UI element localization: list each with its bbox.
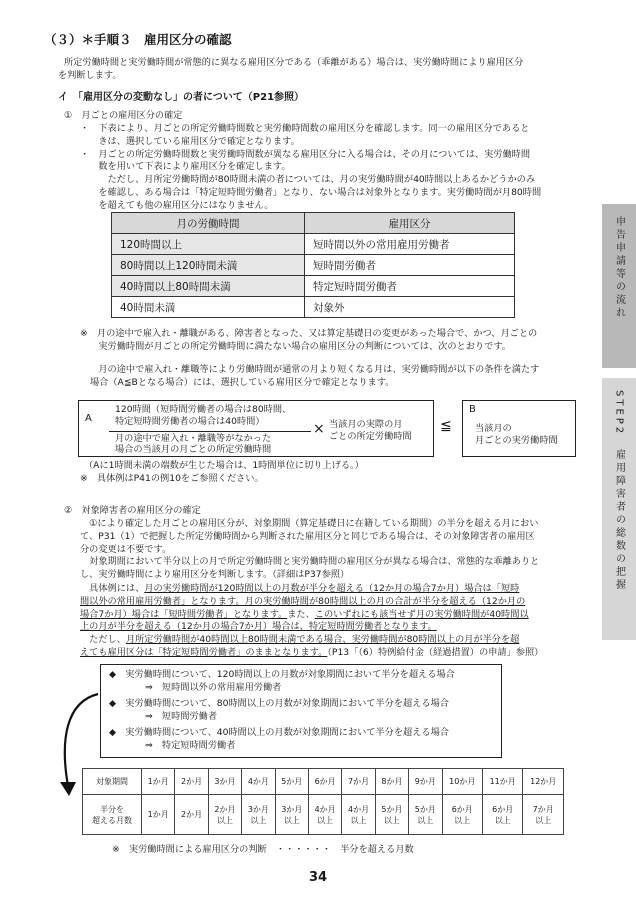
callout-result: ⇒ 短時間労働者 bbox=[145, 710, 218, 722]
months-half-cell bbox=[175, 795, 208, 835]
example-segment: 具体例には、 bbox=[80, 583, 145, 594]
months-half-text: 以上 bbox=[535, 815, 552, 825]
times-sign: × bbox=[313, 421, 325, 437]
note2-line: 月の途中で雇入れ・離職等により労働時間が通常の月より短くなる月は、実労働時間が以下の条件を満たす bbox=[80, 364, 540, 375]
months-half-text: 7か月 bbox=[532, 804, 554, 814]
bullet-line: ・ 月ごとの所定労働時間数と実労働時間数が異なる雇用区分に入る場合は、その月については、実労働時間 bbox=[80, 148, 531, 160]
example-segment: （P13「（6）特例給付金（経過措置）の申請」参照） bbox=[327, 646, 544, 658]
callout-item bbox=[109, 669, 455, 695]
months-half-text: 3か月 bbox=[247, 804, 269, 814]
item2-heading: ② 対象障害者の雇用区分の確定 bbox=[64, 505, 201, 516]
months-half-text: 2か月 bbox=[181, 810, 203, 819]
example-paragraph bbox=[80, 583, 543, 660]
months-row-label: 対象期間 bbox=[83, 769, 142, 795]
footnote: ※ 実労働時間による雇用区分の判断 ・・・・・・ 半分を超える月数 bbox=[112, 844, 414, 855]
item1-heading: ① 月ごとの雇用区分の確定 bbox=[64, 110, 183, 121]
months-table bbox=[82, 768, 564, 835]
example-segment: 上の月が半分を超える（12か月の場合7か月）場合は、特定短時間労働者となります。 bbox=[80, 621, 437, 633]
months-half-text: 以上 bbox=[216, 815, 233, 825]
note2-line: 場合（A≦Bとなる場合）には、選択している雇用区分で確定となります。 bbox=[90, 376, 395, 388]
example-line bbox=[80, 583, 543, 596]
fraction-bar bbox=[109, 431, 311, 432]
formula-note-1: （Aに1時間未満の端数が生じた場合は、1時間単位に切り上げる。） bbox=[84, 460, 364, 471]
side-tab-flow-label: 申告申請等の流れ bbox=[613, 216, 625, 320]
bullet-line: 数を用いて下表により雇用区分を確定します。 bbox=[80, 161, 291, 173]
table-cell-class: 短時間以外の常用雇用労働者 bbox=[305, 234, 515, 255]
formula-box-a bbox=[78, 400, 434, 457]
bullet-line: を確認し、ある場合は「特定短時間労働者」となり、ない場合は対象外となります。実労働時間が月80時間 bbox=[80, 186, 542, 198]
table-cell-class: 短時間労働者 bbox=[305, 255, 515, 276]
months-half-cell bbox=[308, 795, 341, 835]
months-half-text: 以上 bbox=[317, 815, 334, 825]
table-cell-hours: 40時間以上80時間未満 bbox=[112, 276, 305, 297]
leq-sign: ≦ bbox=[440, 418, 452, 434]
bullet-line: ただし、月所定労働時間が80時間未満の者については、月の実労働時間が40時間以上あるかどうかのみ bbox=[80, 174, 536, 186]
months-half-text: 5か月 bbox=[381, 804, 403, 814]
table-row bbox=[112, 276, 515, 297]
months-half-text: 以上 bbox=[454, 815, 471, 825]
formula-a-label: A bbox=[85, 413, 92, 424]
diamond-icon: ◆ bbox=[109, 727, 117, 738]
note1-line: ※ 月の途中で雇入れ・離職がある、障害者となった、又は算定基礎日の変更があった場合で、かつ、月ごとの bbox=[80, 328, 538, 339]
side-tab-step2-label: STEP2 雇用障害者の総数の把握 bbox=[613, 390, 625, 593]
example-line bbox=[80, 634, 543, 647]
example-line bbox=[80, 647, 543, 660]
months-period-cell: 6か月 bbox=[308, 769, 341, 795]
months-period-cell: 4か月 bbox=[242, 769, 275, 795]
page-title: （３）＊手順３ 雇用区分の確認 bbox=[44, 32, 232, 47]
note1-line: 実労働時間が月ごとの所定労働時間に満たない場合の雇用区分の判断については、次のとおりです。 bbox=[80, 340, 511, 352]
example-line bbox=[80, 621, 543, 634]
table-cell-hours: 80時間以上120時間未満 bbox=[112, 255, 305, 276]
months-half-text: 以上 bbox=[250, 815, 267, 825]
bullet-line: を超えても他の雇用区分にはなりません。 bbox=[80, 199, 274, 211]
item2-body bbox=[80, 518, 539, 582]
item2-line: ①により確定した月ごとの雇用区分が、対象期間（算定基礎日に在籍している期間）の半分を超える月におい bbox=[80, 518, 539, 529]
months-half-text: 6か月 bbox=[451, 804, 473, 814]
months-half-text: 2か月 bbox=[214, 804, 236, 814]
months-period-cell: 1か月 bbox=[142, 769, 175, 795]
item2-line: 分の変更は不要です。 bbox=[80, 543, 172, 555]
months-half-text: 以上 bbox=[350, 815, 367, 825]
months-half-cell bbox=[375, 795, 408, 835]
table-cell-class: 特定短時間労働者 bbox=[305, 276, 515, 297]
note2 bbox=[80, 364, 539, 390]
months-half-text: 4か月 bbox=[314, 804, 336, 814]
example-line bbox=[80, 596, 543, 609]
formula-b-line-1: 当該月の bbox=[475, 423, 512, 434]
months-half-text: 以上 bbox=[283, 815, 300, 825]
formula-multiplier-2: ごとの所定労働時間 bbox=[329, 431, 412, 442]
example-segment: 月の実労働時間が120時間以上の月数が半分を超える（12か月の場合7か月）場合は「短時 bbox=[144, 583, 520, 594]
months-half-cell bbox=[442, 795, 482, 835]
months-half-text: 以上 bbox=[417, 815, 434, 825]
formula-multiplier-1: 当該月の実際の月 bbox=[329, 419, 403, 430]
intro-line-1: 所定労働時間と実労働時間が常態的に異なる雇用区分である（乖離がある）場合は、実労働時間により雇用区分 bbox=[64, 57, 524, 68]
callout-item bbox=[109, 698, 449, 724]
months-period-cell: 11か月 bbox=[482, 769, 522, 795]
formula-b-label: B bbox=[469, 404, 476, 415]
example-segment: 間以外の常用雇用労働者」となります。月の実労働時間が80時間以上の月の合計が半分を超える（12か月の bbox=[80, 595, 526, 607]
months-half-text: 4か月 bbox=[347, 804, 370, 814]
table-row bbox=[112, 255, 515, 276]
months-period-cell: 2か月 bbox=[175, 769, 208, 795]
months-row-period bbox=[83, 769, 564, 795]
months-period-cell: 8か月 bbox=[375, 769, 408, 795]
months-half-cell bbox=[342, 795, 375, 835]
bullet-line: きは、選択している雇用区分で確定となります。 bbox=[80, 135, 300, 147]
months-half-text: 以上 bbox=[383, 815, 400, 825]
table-header-hours: 月の労働時間 bbox=[112, 213, 305, 234]
months-half-cell bbox=[482, 795, 522, 835]
months-half-cell bbox=[275, 795, 308, 835]
table-header-class: 雇用区分 bbox=[305, 213, 515, 234]
bullet-line: ・ 下表により、月ごとの所定労働時間数と実労働時間数の雇用区分を確認します。同一の雇用区分であると bbox=[80, 123, 530, 134]
months-half-cell bbox=[242, 795, 275, 835]
classification-table bbox=[111, 212, 515, 318]
intro-line-2: を判断します。 bbox=[58, 70, 122, 81]
item2-line: 対象期間において半分以上の月で所定労働時間と実労働時間の雇用区分が異なる場合は、常態的な乖離ありと bbox=[80, 556, 540, 568]
callout-result: ⇒ 短時間以外の常用雇用労働者 bbox=[145, 681, 282, 693]
months-half-cell bbox=[208, 795, 241, 835]
callout-main: 実労働時間について、40時間以上の月数が対象期間において半分を超える場合 bbox=[125, 727, 449, 738]
formula-box-b bbox=[462, 400, 576, 457]
callout-result: ⇒ 特定短時間労働者 bbox=[145, 739, 236, 751]
item1-bullets bbox=[80, 123, 541, 213]
months-row-label: 半分を 超える月数 bbox=[83, 795, 142, 835]
months-half-cell bbox=[523, 795, 564, 835]
months-half-text: 1か月 bbox=[147, 810, 169, 819]
callout-box bbox=[100, 664, 502, 758]
table-header-row bbox=[112, 213, 515, 234]
callout-item bbox=[109, 727, 449, 753]
table-row bbox=[112, 297, 515, 318]
example-segment: このいずれにも該当せず月の実労働時間が40時間以 bbox=[314, 608, 529, 620]
months-period-cell: 3か月 bbox=[208, 769, 241, 795]
example-segment: ただし、 bbox=[80, 634, 126, 646]
months-half-cell bbox=[142, 795, 175, 835]
example-line bbox=[80, 609, 543, 622]
note1 bbox=[80, 328, 537, 354]
months-period-cell: 10か月 bbox=[442, 769, 482, 795]
months-period-cell: 12か月 bbox=[523, 769, 564, 795]
diamond-icon: ◆ bbox=[109, 698, 117, 709]
callout-main: 実労働時間について、80時間以上の月数が対象期間において半分を超える場合 bbox=[125, 698, 449, 709]
item2-line: し、実労働時間により雇用区分を判断します。（詳細はP37参照） bbox=[80, 569, 350, 581]
callout-main: 実労働時間について、120時間以上の月数が対象期間において半分を超える場合 bbox=[125, 669, 455, 680]
table-cell-class: 対象外 bbox=[305, 297, 515, 318]
months-half-text: 3か月 bbox=[281, 804, 303, 814]
example-segment: また、 bbox=[287, 608, 315, 620]
formula-a-numerator-1: 120時間（短時間労働者の場合は80時間、 bbox=[115, 404, 292, 415]
page-number: 34 bbox=[308, 870, 328, 885]
table-row bbox=[112, 234, 515, 255]
formula-a-denominator-2: 場合の当該月の月ごとの所定労働時間 bbox=[115, 444, 272, 455]
example-segment: 場合7か月）場合は「短時間労働者」となります。 bbox=[80, 608, 288, 620]
item2-line: て、P31（1）で把握した所定労働時間から判断された雇用区分と同じである場合は、その対象障害者の雇用区 bbox=[80, 530, 535, 542]
months-half-cell bbox=[409, 795, 442, 835]
months-half-text: 5か月 bbox=[414, 804, 436, 814]
side-tab-step2 bbox=[602, 378, 636, 640]
example-segment: 月所定労働時間が40時間以上80時間未満である場合、実労働時間が80時間以上の月が半分を超 bbox=[125, 634, 520, 646]
months-half-text: 6か月 bbox=[492, 804, 514, 814]
months-half-text: 以上 bbox=[494, 815, 511, 825]
example-segment: えても雇用区分は「特定短時間労働者」のままとなります。 bbox=[80, 646, 328, 658]
formula-a-denominator-1: 月の途中で雇入れ・離職等がなかった bbox=[115, 433, 272, 444]
months-row-half bbox=[83, 795, 564, 835]
formula-a-numerator-2: 特定短時間労働者の場合は40時間） bbox=[115, 416, 265, 427]
diamond-icon: ◆ bbox=[109, 669, 117, 680]
formula-note-2: ※ 具体例はP41の例10をご参照ください。 bbox=[80, 473, 264, 484]
formula-b-line-2: 月ごとの実労働時間 bbox=[475, 435, 558, 446]
months-period-cell: 9か月 bbox=[409, 769, 442, 795]
table-cell-hours: 40時間未満 bbox=[112, 297, 305, 318]
months-period-cell: 7か月 bbox=[342, 769, 375, 795]
table-cell-hours: 120時間以上 bbox=[112, 234, 305, 255]
side-tab-flow bbox=[602, 204, 636, 368]
months-period-cell: 5か月 bbox=[275, 769, 308, 795]
section-i-heading: イ 「雇用区分の変動なし」の者について（P21参照） bbox=[58, 92, 305, 103]
